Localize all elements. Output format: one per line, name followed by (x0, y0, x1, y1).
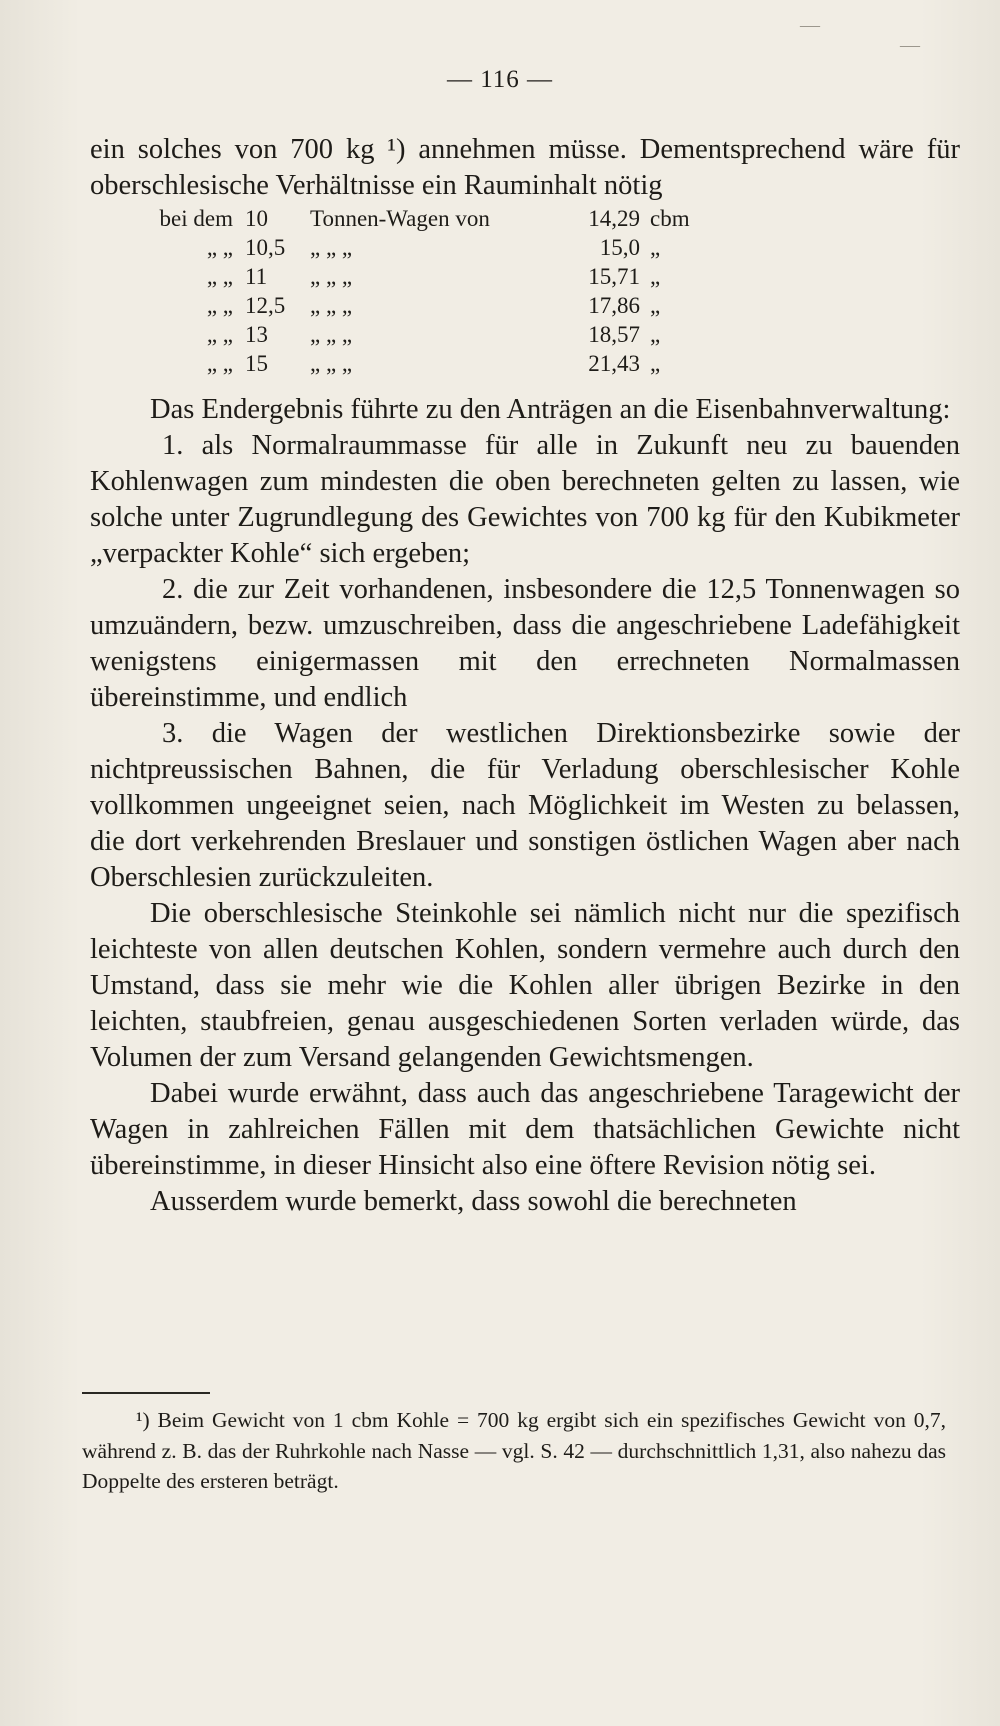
row-tons: 10,5 (245, 235, 286, 260)
footnote-text: ¹) Beim Gewicht von 1 cbm Kohle = 700 kg ergibt sich ein spezifisches Gewicht von 0,7, während z. B. das der Ruhrkohle nach Nasse — vgl. S. 42 — durchschnittlich 1,31, also nahezu das Doppelte des ersteren beträgt. (82, 1408, 946, 1493)
main-text (90, 132, 960, 1220)
row-prefix: bei dem (159, 206, 233, 231)
row-tons: 13 (245, 322, 268, 347)
row-wagon: „ „ „ (310, 351, 353, 376)
list-item: 3. die Wagen der westlichen Direktionsbezirke sowie der nichtpreussischen Bahnen, die für Verladung oberschlesischer Kohle vollkommen ungeeignet seien, nach Möglichkeit im Westen zu belassen, die dort verkehrenden Breslauer und sonstigen östlichen Wagen aber nach Oberschlesien zurückzuleiten. (90, 718, 960, 893)
paragraph: Dabei wurde erwähnt, dass auch das angeschriebene Taragewicht der Wagen in zahlreichen Fällen mit dem thatsächlichen Gewichte nicht übereinstimme, in dieser Hinsicht also eine öftere Revision nötig sei. (90, 1078, 960, 1181)
row-wagon: „ „ „ (310, 322, 353, 347)
row-unit: „ (650, 264, 661, 289)
row-unit: cbm (650, 206, 690, 231)
row-wagon: „ „ „ (310, 235, 353, 260)
row-volume: 15,71 (588, 264, 640, 289)
row-unit: „ (650, 235, 661, 260)
paragraph: ein solches von 700 kg ¹) annehmen müsse. Dementsprechend wäre für oberschlesische Verhältnisse ein Rauminhalt nötig (90, 134, 960, 201)
row-unit: „ (650, 293, 661, 318)
row-wagon: Tonnen-Wagen von (310, 206, 490, 231)
row-unit: „ (650, 322, 661, 347)
corner-mark: — (900, 34, 920, 56)
corner-mark: — (800, 14, 820, 36)
list-item: 2. die zur Zeit vorhandenen, insbesondere die 12,5 Tonnenwagen so umzuändern, bezw. umzuschreiben, dass die angeschriebene Ladefähigkeit wenigstens einigermassen mit den errechneten Normalmassen übereinstimme, und endlich (90, 574, 960, 713)
row-volume: 14,29 (588, 206, 640, 231)
paragraph: Die oberschlesische Steinkohle sei nämlich nicht nur die spezifisch leichteste von allen deutschen Kohlen, sondern vermehre auch durch den Umstand, dass sie mehr wie die Kohlen aller übrigen Bezirke in den leichten, staubfreien, genau ausgeschiedenen Sorten verladen würde, das Volumen der zum Versand gelangenden Gewichtsmengen. (90, 898, 960, 1073)
row-wagon: „ „ „ (310, 264, 353, 289)
row-volume: 17,86 (588, 293, 640, 318)
row-tons: 15 (245, 351, 268, 376)
row-tons: 12,5 (245, 293, 286, 318)
list-item: 1. als Normalraummasse für alle in Zukunft neu zu bauenden Kohlenwagen zum mindesten die oben berechneten gelten zu lassen, wie solche unter Zugrundlegung des Gewichtes von 700 kg für den Kubikmeter „verpackter Kohle“ sich ergeben; (90, 430, 960, 569)
page-number: — 116 — (446, 66, 554, 93)
footnote-rule (82, 1392, 210, 1394)
paragraph: Das Endergebnis führte zu den Anträgen an die Eisenbahnverwaltung: (150, 394, 951, 425)
row-tons: 10 (245, 206, 268, 231)
row-volume: 15,0 (599, 235, 640, 260)
row-volume: 18,57 (588, 322, 640, 347)
row-unit: „ (650, 351, 661, 376)
row-tons: 11 (245, 264, 268, 289)
footnote (82, 1405, 946, 1497)
row-prefix: „ „ (206, 264, 233, 289)
wagon-volume-table (90, 208, 960, 382)
paragraph: Ausserdem wurde bemerkt, dass sowohl die berechneten (150, 1186, 797, 1217)
row-prefix: „ „ (206, 351, 233, 376)
row-prefix: „ „ (206, 293, 233, 318)
table-row (90, 353, 960, 382)
row-wagon: „ „ „ (310, 293, 353, 318)
row-volume: 21,43 (588, 351, 640, 376)
row-prefix: „ „ (206, 235, 233, 260)
row-prefix: „ „ (206, 322, 233, 347)
